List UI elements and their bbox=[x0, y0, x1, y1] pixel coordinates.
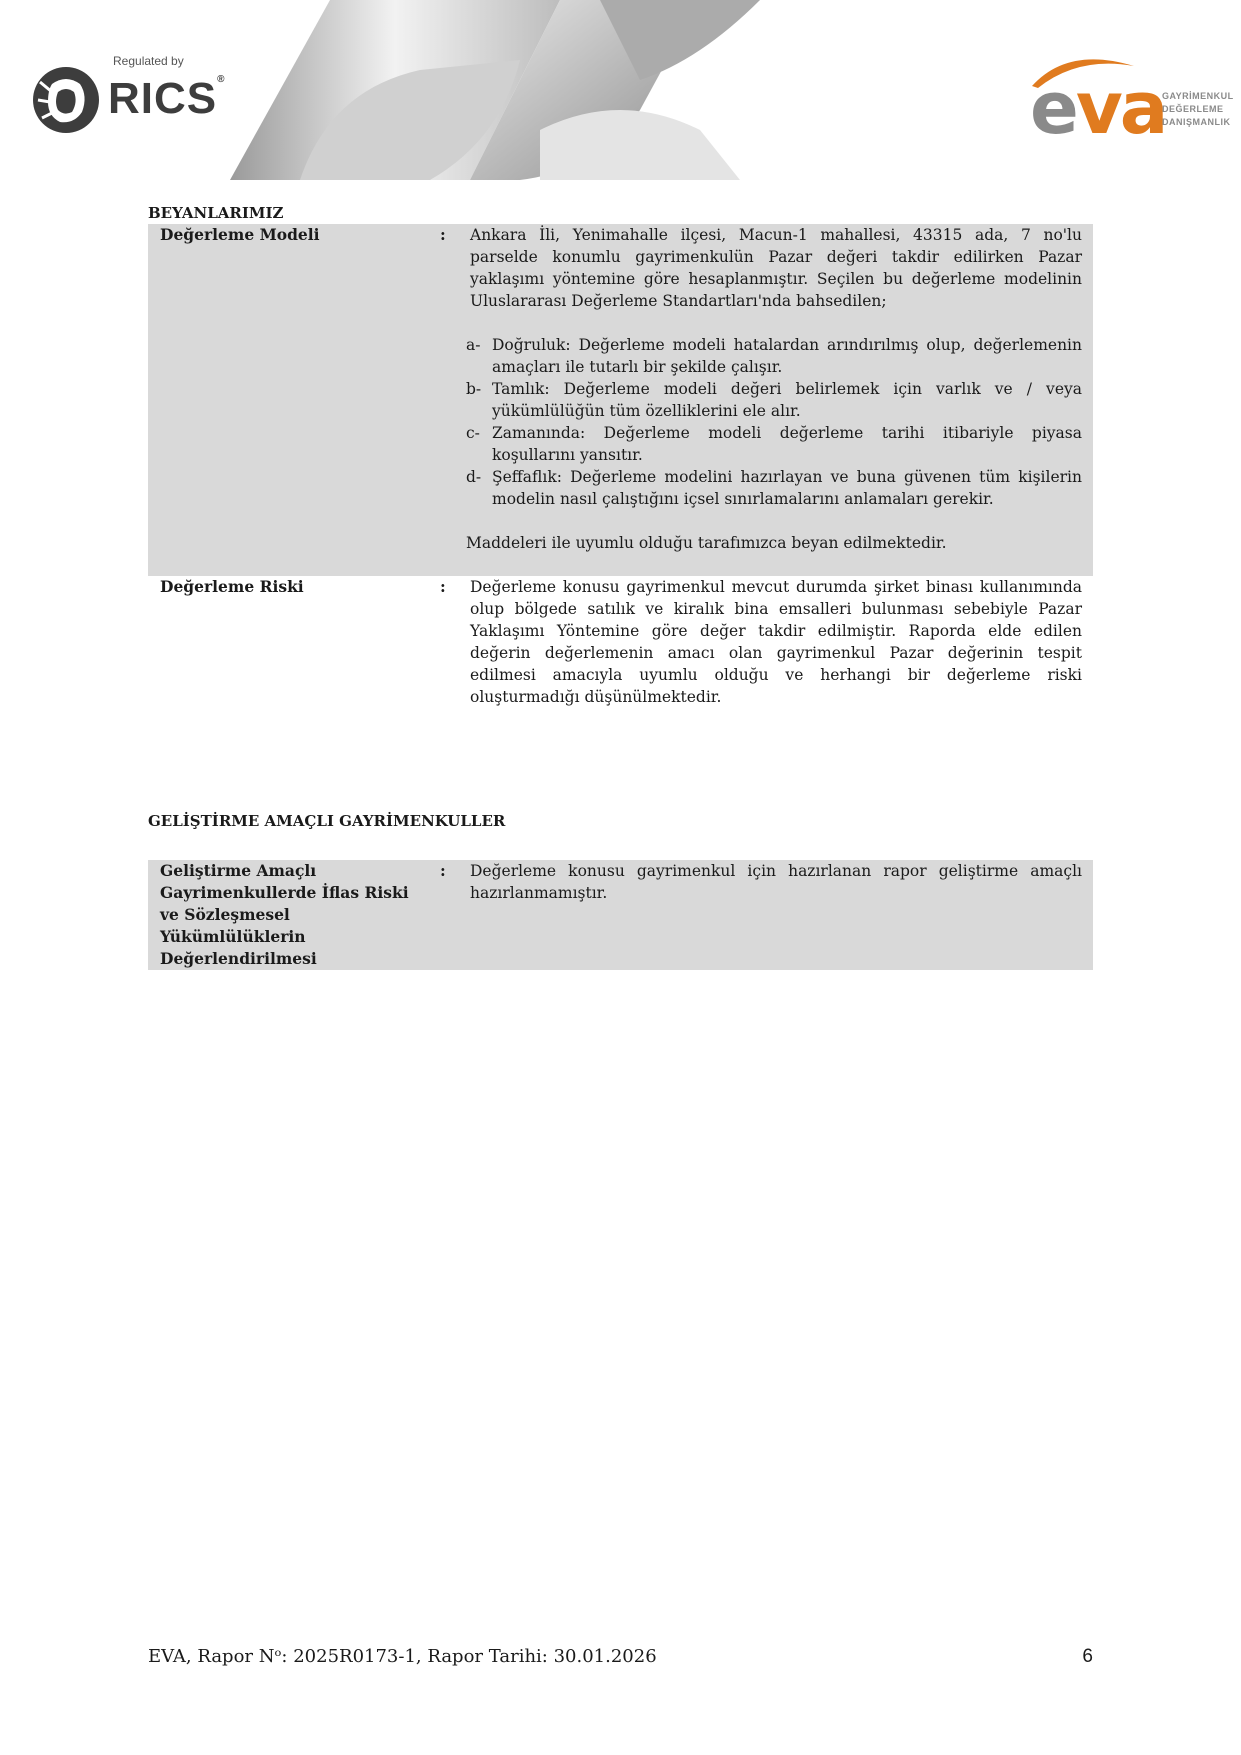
row-degerleme-modeli bbox=[148, 224, 1093, 576]
row-colon: : bbox=[440, 577, 446, 596]
eva-logo bbox=[1030, 50, 1240, 150]
page-footer bbox=[148, 1646, 1093, 1674]
row-value: Değerleme konusu gayrimenkul için hazırlanan rapor geliştirme amaçlı hazırlanmamıştır. bbox=[470, 862, 1082, 902]
model-intro: Ankara İli, Yenimahalle ilçesi, Macun-1 mahallesi, 43315 ada, 7 no'lu parselde konumlu gayrimenkulün Pazar değeri takdir edilirken Pazar yaklaşımı yöntemine göre hesaplanmıştır. Seçilen bu değerleme modelinin Uluslararası Değerleme Standartları'nda bahsedilen; bbox=[470, 226, 1082, 310]
row-label: Geliştirme Amaçlı Gayrimenkullerde İflas Riski ve Sözleşmesel Yükümlülüklerin Değerlendirilmesi bbox=[160, 861, 409, 968]
eva-wordmark: eva bbox=[1030, 66, 1166, 150]
row-colon: : bbox=[440, 225, 446, 244]
footer-report-info: EVA, Rapor Nᵒ: 2025R0173-1, Rapor Tarihi: 30.01.2026 bbox=[148, 1646, 657, 1667]
model-closing: Maddeleri ile uyumlu olduğu tarafımızca beyan edilmektedir. bbox=[466, 534, 947, 552]
row-label: Değerleme Riski bbox=[160, 577, 304, 596]
row-value bbox=[466, 224, 1082, 554]
row-colon: : bbox=[440, 861, 446, 880]
row-degerleme-riski bbox=[148, 576, 1093, 716]
rics-logo bbox=[30, 52, 240, 142]
page-header bbox=[0, 0, 1241, 180]
row-gelistirme-amacli bbox=[148, 860, 1093, 970]
list-item: a- Doğruluk: Değerleme modeli hatalardan arındırılmış olup, değerlemenin amaçları ile tutarlı bir şekilde çalışır. bbox=[466, 336, 1082, 376]
page-number: 6 bbox=[1082, 1646, 1093, 1667]
row-value: Değerleme konusu gayrimenkul mevcut durumda şirket binası kullanımında olup bölgede satılık ve kiralık bina emsalleri bulunması sebebiyle Pazar Yaklaşımı Yöntemine göre değer takdir edilmiştir. Raporda elde edilen değerin değerlemenin amacı olan gayrimenkul Pazar değerinin tespit edilmesi amacıyla uyumlu olduğu ve herhangi bir değerleme riski oluşturmadığı düşünülmektedir. bbox=[470, 578, 1082, 706]
list-item: b- Tamlık: Değerleme modeli değeri belirlemek için varlık ve / veya yükümlülüğün tüm özelliklerini ele alır. bbox=[466, 380, 1082, 420]
rics-lion-icon bbox=[30, 62, 102, 138]
row-label: Değerleme Modeli bbox=[160, 225, 320, 244]
model-criteria-list bbox=[466, 334, 1082, 510]
section-heading-gelistirme: GELİŞTİRME AMAÇLI GAYRİMENKULLER bbox=[148, 812, 506, 830]
eva-subtitle: GAYRİMENKUL DEĞERLEME DANIŞMANLIK bbox=[1162, 91, 1234, 127]
list-item: d- Şeffaflık: Değerleme modelini hazırlayan ve buna güvenen tüm kişilerin modelin nasıl çalıştığını içsel sınırlamalarını anlamaları gerekir. bbox=[466, 468, 1082, 508]
list-item: c- Zamanında: Değerleme modeli değerleme tarihi itibariyle piyasa koşullarını yansıtır. bbox=[466, 424, 1082, 464]
section-heading-beyanlarimiz: BEYANLARIMIZ bbox=[148, 204, 284, 222]
rics-regulated-by: Regulated by bbox=[113, 54, 184, 68]
rics-wordmark: RICS® bbox=[108, 74, 226, 123]
